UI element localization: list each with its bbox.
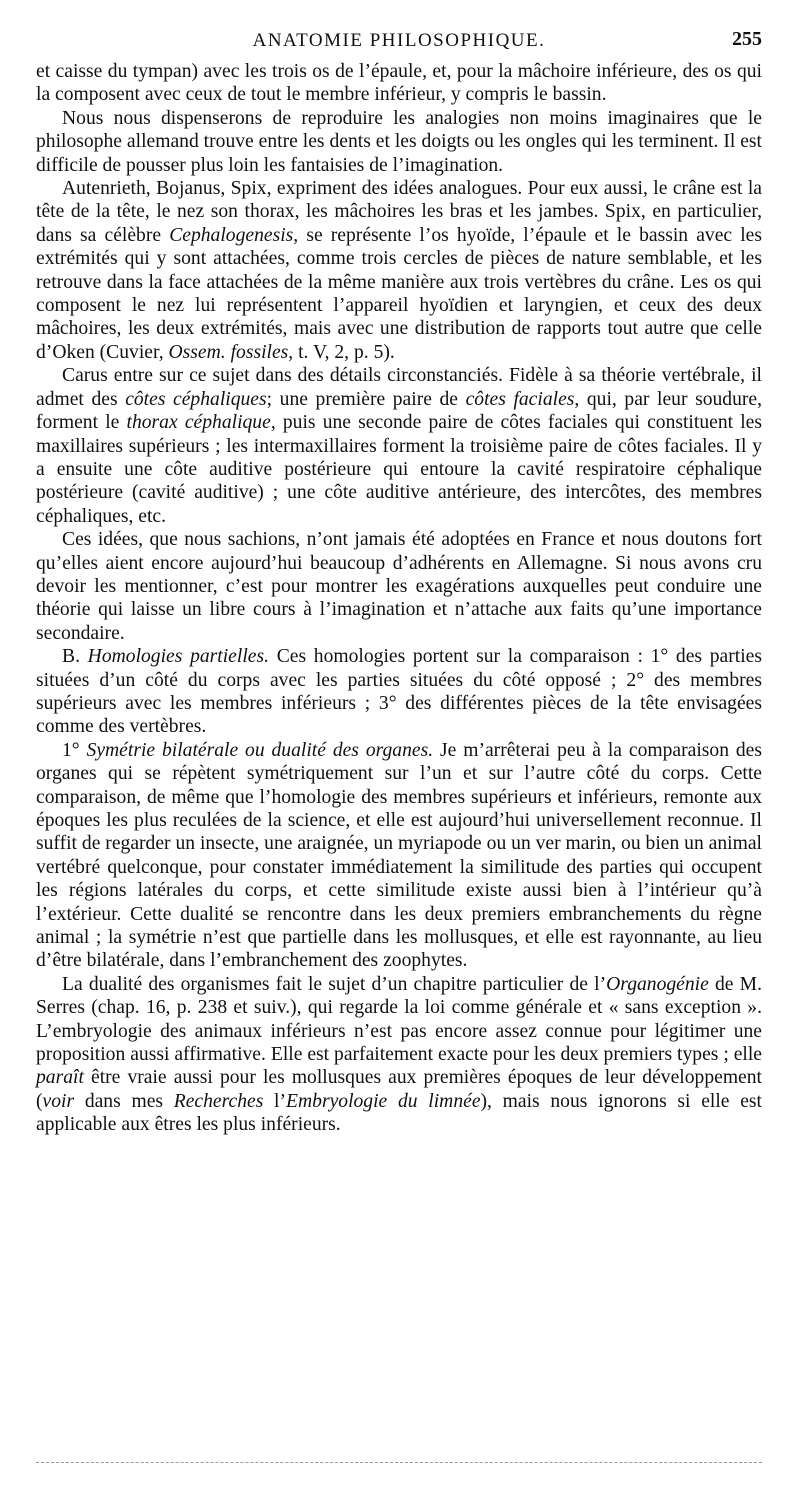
paragraph-8: La dualité des organismes fait le sujet d’un chapitre particulier de l’Organogénie de M. Serres (chap. 16, p. 238 et suiv.), qui regarde la loi comme générale et « sans exception ». L’embryologie des animaux inférieurs n’est pas encore assez connue pour légitimer une proposition aussi affirmative. Elle est parfaitement exacte pour les deux premiers types ; elle paraît être vraie aussi pour les mollusques aux premières époques de leur développement (voir dans mes Recherches l’Embryologie du limnée), mais nous ignorons si elle est applicable aux êtres les plus inférieurs. bbox=[36, 973, 762, 1136]
paragraph-1: et caisse du tympan) avec les trois os de l’épaule, et, pour la mâchoire inférieure, des os qui la composent avec ceux de tout le membre inférieur, y compris le bassin. bbox=[36, 61, 762, 106]
italic-term: Organogénie bbox=[606, 973, 709, 995]
running-head: ANATOMIE PHILOSOPHIQUE. bbox=[252, 30, 546, 51]
footer-divider bbox=[36, 1462, 762, 1463]
paragraph-5: Ces idées, que nous sachions, n’ont jamais été adoptées en France et nous doutons fort qu’elles aient encore aujourd’hui beaucoup d’adhérents en Allemagne. Si nous avons cru devoir les mentionner, c’est pour montrer les exagérations auxquelles peut conduire une théorie qui laisse un libre cours à l’imagination et n’attache aux faits qu’une importance secondaire. bbox=[36, 529, 762, 644]
section-heading: Homologies partielles. bbox=[87, 646, 269, 668]
italic-term: côtes faciales bbox=[465, 388, 575, 410]
italic-term: thorax céphalique bbox=[126, 412, 271, 434]
paragraph-3: Autenrieth, Bojanus, Spix, expriment des idées analogues. Pour eux aussi, le crâne est la tête de la tête, le nez son thorax, les mâchoires les bras et les jambes. Spix, en particulier, dans sa célèbre Cephalogenesis, se représente l’os hyoïde, l’épaule et le bassin avec les extrémités qui y sont attachées, comme trois cercles de pièces de nature semblable, et les retrouve dans la face attachées de la même manière aux trois vertèbres du crâne. Les os qui composent le nez lui représentent l’appareil hyoïdien et laryngien, et ceux des deux mâchoires, les deux extrémités, mais avec une distribution de rapports tout autre que celle d’Oken (Cuvier, Ossem. fossiles, t. V, 2, p. 5). bbox=[36, 178, 762, 363]
italic-term: voir bbox=[42, 1090, 75, 1112]
italic-term: Ossem. fossiles bbox=[168, 341, 289, 363]
paragraph-4: Carus entre sur ce sujet dans des détails circonstanciés. Fidèle à sa théorie vertébrale, il admet des côtes céphaliques; une première paire de côtes faciales, qui, par leur soudure, forment le thorax céphalique, puis une seconde paire de côtes faciales qui constituent les maxillaires supérieurs ; les intermaxillaires forment la troisième paire de côtes faciales. Il y a ensuite une côte auditive postérieure qui entoure la cavité respiratoire céphalique postérieure (cavité auditive) ; une côte auditive antérieure, des intercôtes, des membres céphaliques, etc. bbox=[36, 365, 763, 527]
italic-term: Embryologie du limnée bbox=[286, 1090, 481, 1112]
italic-term: paraît bbox=[36, 1067, 84, 1089]
section-heading: Symétrie bilatérale ou dualité des organes. bbox=[86, 739, 434, 761]
page-header bbox=[36, 28, 762, 56]
paragraph-6: B. Homologies partielles. Ces homologies portent sur la comparaison : 1° des parties situées d’un côté du corps avec les parties situées du côté opposé ; 2° des membres supérieurs avec les membres inférieurs ; 3° des différentes pièces de la tête envisagées comme des vertèbres. bbox=[36, 646, 762, 738]
paragraph-7: 1° Symétrie bilatérale ou dualité des organes. Je m’arrêterai peu à la comparaison des organes qui se répètent symétriquement sur l’un et sur l’autre côté du corps. Cette comparaison, de même que l’homologie des membres supérieurs et inférieurs, remonte aux époques les plus reculées de la science, et elle est aujourd’hui universellement reconnue. Il suffit de regarder un insecte, une araignée, un myriapode ou un ver marin, ou bien un animal vertébré quelconque, pour constater immédiatement la similitude des parties qui occupent les régions latérales du corps, et cette similitude existe aussi bien à l’intérieur qu’à l’extérieur. Cette dualité se rencontre dans les deux premiers embranchements du règne animal ; la symétrie n’est que partielle dans les mollusques, et elle est rayonnante, au lieu d’être bilatérale, dans l’embranchement des zoophytes. bbox=[36, 739, 763, 972]
italic-term: Recherches bbox=[173, 1090, 264, 1112]
italic-term: Cephalogenesis bbox=[169, 224, 294, 246]
page-number: 255 bbox=[732, 28, 762, 50]
paragraph-2: Nous nous dispenserons de reproduire les analogies non moins imaginaires que le philosophe allemand trouve entre les dents et les doigts ou les ongles qui les terminent. Il est difficile de pousser plus loin les fantaisies de l’imagination. bbox=[36, 107, 762, 176]
italic-term: côtes céphaliques bbox=[125, 388, 267, 410]
